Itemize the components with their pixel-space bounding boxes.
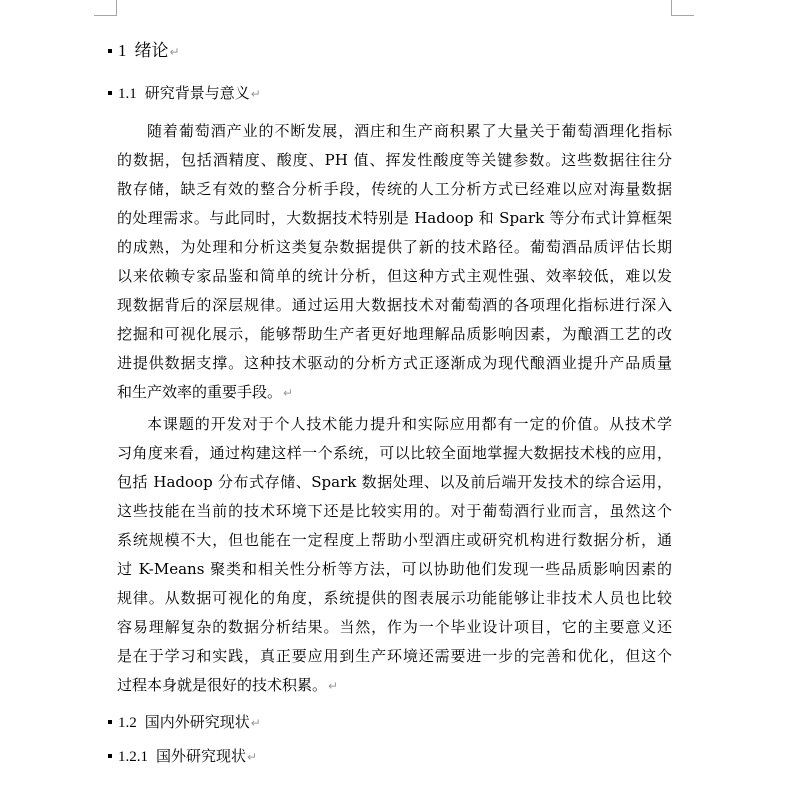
text-line: 这些技能在当前的技术环境下还是比较实用的。对于葡萄酒行业而言，虽然这个 bbox=[117, 502, 672, 520]
text-line-last: 过程本身就是很好的技术积累。↵ bbox=[117, 676, 339, 694]
paragraph-mark-icon: ↵ bbox=[328, 679, 339, 693]
text-line: 以来依赖专家品鉴和简单的统计分析，但这种方式主观性强、效率较低，难以发 bbox=[117, 267, 672, 285]
text-line: 规律。从数据可视化的角度，系统提供的图表展示功能能够让非技术人员也比较 bbox=[117, 589, 672, 607]
text-line: 的处理需求。与此同时，大数据技术特别是 Hadoop 和 Spark 等分布式计算框架 bbox=[117, 209, 672, 227]
heading-number: 1 bbox=[118, 41, 127, 60]
text-line: 进提供数据支撑。这种技术驱动的分析方式正逐渐成为现代酿酒业提升产品质量 bbox=[117, 354, 672, 372]
heading-bullet-icon bbox=[108, 49, 112, 53]
paragraph-mark-icon: ↵ bbox=[283, 386, 294, 400]
heading-number: 1.2 bbox=[118, 715, 137, 731]
paragraph-mark-icon: ↵ bbox=[250, 87, 261, 101]
crop-mark-top-right bbox=[671, 0, 694, 16]
text-line: 过 K-Means 聚类和相关性分析等方法，可以协助他们发现一些品质影响因素的 bbox=[117, 560, 672, 578]
text-line: 散存储，缺乏有效的整合分析手段，传统的人工分析方式已经难以应对海量数据 bbox=[117, 180, 672, 198]
heading-1-2[interactable] bbox=[108, 711, 261, 732]
text-line-last: 和生产效率的重要手段。↵ bbox=[117, 383, 294, 401]
text-line: 的数据，包括酒精度、酸度、PH 值、挥发性酸度等关键参数。这些数据往往分 bbox=[117, 151, 672, 169]
text-line: 系统规模不大，但也能在一定程度上帮助小型酒庄或研究机构进行数据分析，通 bbox=[117, 531, 672, 549]
paragraph-mark-icon: ↵ bbox=[169, 45, 180, 59]
heading-title: 国外研究现状 bbox=[156, 747, 247, 765]
paragraph-mark-icon: ↵ bbox=[250, 716, 261, 730]
text-line: 包括 Hadoop 分布式存储、Spark 数据处理、以及前后端开发技术的综合运用， bbox=[117, 473, 672, 491]
heading-title: 研究背景与意义 bbox=[144, 84, 250, 102]
text-line: 的成熟，为处理和分析这类复杂数据提供了新的技术路径。葡萄酒品质评估长期 bbox=[117, 238, 672, 256]
heading-title: 国内外研究现状 bbox=[144, 713, 250, 731]
heading-number: 1.2.1 bbox=[118, 749, 148, 765]
heading-number: 1.1 bbox=[118, 86, 137, 102]
heading-title: 绪论 bbox=[134, 41, 169, 61]
text-line: 容易理解复杂的数据分析结果。当然，作为一个毕业设计项目，它的主要意义还 bbox=[117, 618, 672, 636]
text-line: 是在于学习和实践，真正要应用到生产环境还需要进一步的完善和优化，但这个 bbox=[117, 647, 672, 665]
text-line: 随着葡萄酒产业的不断发展，酒庄和生产商积累了大量关于葡萄酒理化指标 bbox=[147, 122, 672, 140]
heading-bullet-icon bbox=[108, 720, 112, 724]
paragraph-significance[interactable] bbox=[117, 410, 672, 700]
heading-bullet-icon bbox=[108, 91, 112, 95]
crop-mark-top-left bbox=[94, 0, 117, 16]
text-line: 本课题的开发对于个人技术能力提升和实际应用都有一定的价值。从技术学 bbox=[147, 415, 672, 433]
paragraph-mark-icon: ↵ bbox=[247, 750, 258, 764]
text-line: 习角度来看，通过构建这样一个系统，可以比较全面地掌握大数据技术栈的应用， bbox=[117, 444, 672, 462]
heading-1-2-1[interactable] bbox=[108, 745, 257, 766]
heading-bullet-icon bbox=[108, 754, 112, 758]
paragraph-background[interactable] bbox=[117, 117, 672, 407]
text-line: 现数据背后的深层规律。通过运用大数据技术对葡萄酒的各项理化指标进行深入 bbox=[117, 296, 672, 314]
text-line: 挖掘和可视化展示，能够帮助生产者更好地理解品质影响因素，为酿酒工艺的改 bbox=[117, 325, 672, 343]
heading-1[interactable] bbox=[108, 36, 180, 61]
heading-1-1[interactable] bbox=[108, 82, 261, 103]
